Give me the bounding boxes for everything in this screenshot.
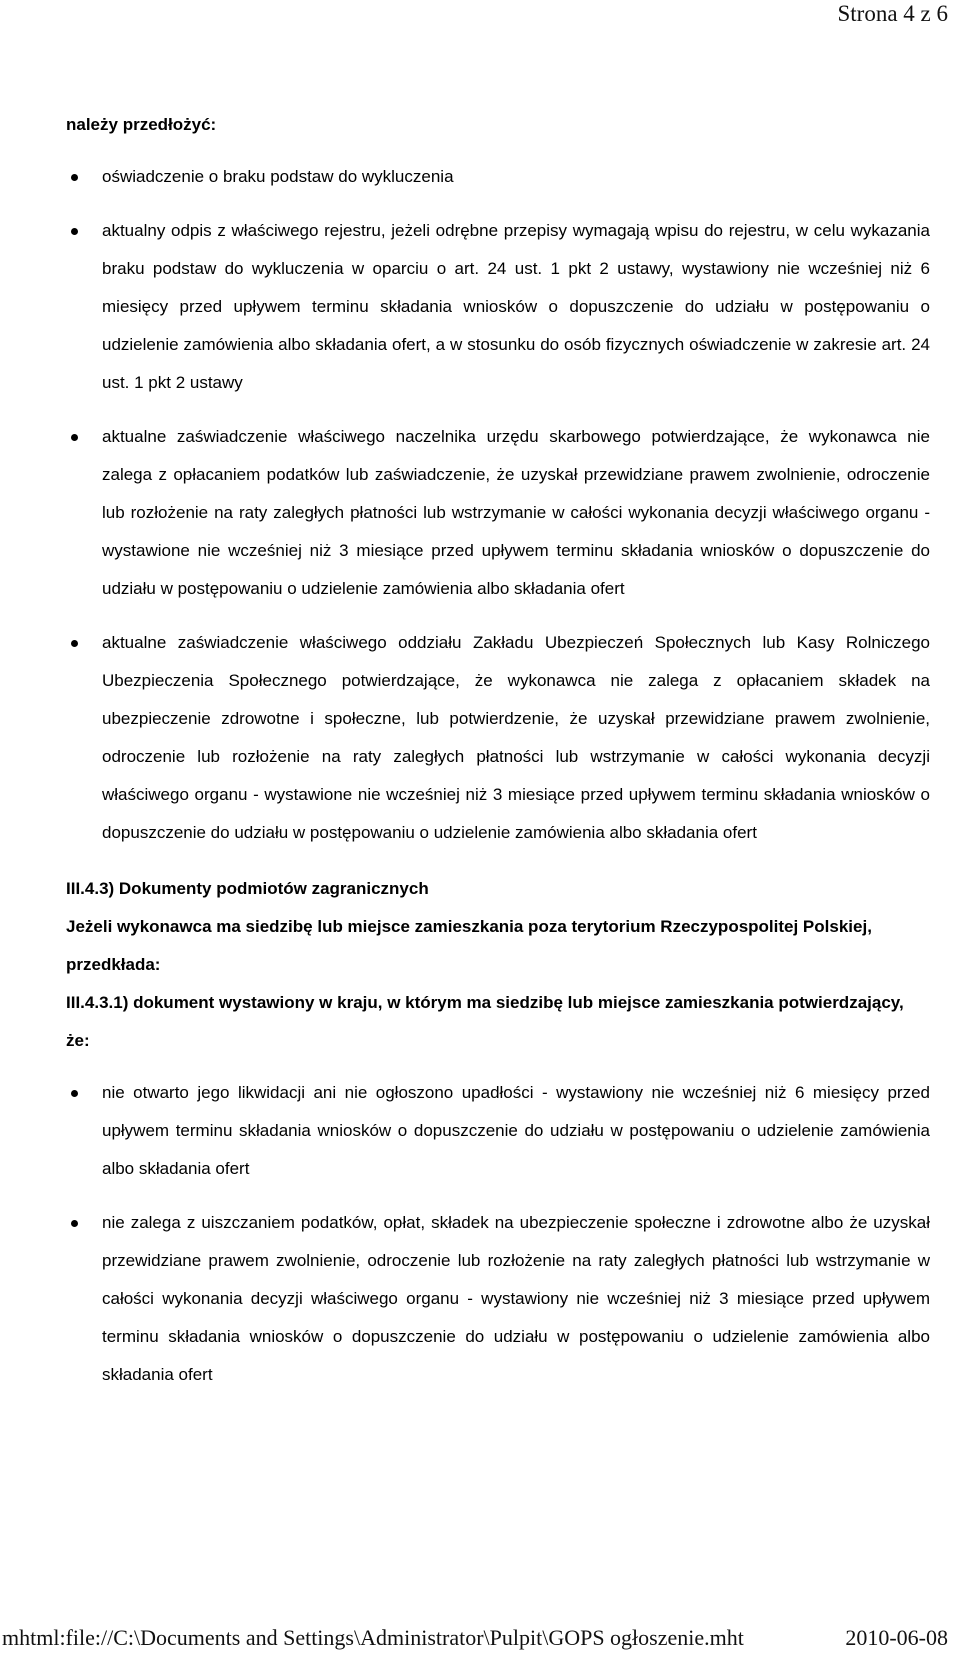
- page-footer: [0, 1622, 960, 1654]
- bullet-icon: [71, 174, 78, 181]
- list-item-text: nie zalega z uiszczaniem podatków, opłat, składek na ubezpieczenie społeczne i zdrowotne albo że uzyskał przewidziane prawem zwolnienie, odroczenie lub rozłożenie na raty zaległych płatności lub wstrzymanie w całości wykonania decyzji właściwego organu - wystawiony nie wcześniej niż 3 miesiące przed upływem terminu składania wniosków o dopuszczenie do udziału w postępowaniu o udzielenie zamówienia albo składania ofert: [102, 1213, 930, 1384]
- requirements-list: [66, 158, 930, 852]
- print-date: 2010-06-08: [845, 1625, 948, 1650]
- list-item: [66, 1074, 930, 1188]
- list-item-text: oświadczenie o braku podstaw do wykluczenia: [102, 167, 454, 186]
- list-item: [66, 158, 930, 196]
- list-item: [66, 624, 930, 852]
- section-subheading: Jeżeli wykonawca ma siedzibę lub miejsce zamieszkania poza terytorium Rzeczypospolitej Polskiej, przedkłada:: [66, 917, 872, 974]
- bullet-icon: [71, 1090, 78, 1097]
- bullet-icon: [71, 434, 78, 441]
- list-item-text: aktualny odpis z właściwego rejestru, jeżeli odrębne przepisy wymagają wpisu do rejestru, w celu wykazania braku podstaw do wykluczenia w oparciu o art. 24 ust. 1 pkt 2 ustawy, wystawiony nie wcześniej niż 6 miesięcy przed upływem terminu składania wniosków o dopuszczenie do udziału w postępowaniu o udzielenie zamówienia albo składania ofert, a w stosunku do osób fizycznych oświadczenie w zakresie art. 24 ust. 1 pkt 2 ustawy: [102, 221, 930, 392]
- page-number: Strona 4 z 6: [837, 1, 948, 26]
- list-item: [66, 1204, 930, 1394]
- document-body: [66, 106, 930, 1394]
- foreign-requirements-list: [66, 1074, 930, 1394]
- list-item-text: aktualne zaświadczenie właściwego naczelnika urzędu skarbowego potwierdzające, że wykonawca nie zalega z opłacaniem podatków lub zaświadczenie, że uzyskał przewidziane prawem zwolnienie, odroczenie lub rozłożenie na raty zaległych płatności lub wstrzymanie w całości wykonania decyzji właściwego organu - wystawione nie wcześniej niż 3 miesiące przed upływem terminu składania wniosków o dopuszczenie do udziału w postępowaniu o udzielenie zamówienia albo składania ofert: [102, 427, 930, 598]
- list-item: [66, 212, 930, 402]
- file-path: mhtml:file://C:\Documents and Settings\Administrator\Pulpit\GOPS ogłoszenie.mht: [2, 1625, 744, 1650]
- bullet-icon: [71, 1220, 78, 1227]
- list-item: [66, 418, 930, 608]
- section-title-foreign-documents: III.4.3) Dokumenty podmiotów zagranicznych: [66, 879, 429, 898]
- bullet-icon: [71, 640, 78, 647]
- bullet-icon: [71, 228, 78, 235]
- subsection-heading: III.4.3.1) dokument wystawiony w kraju, w którym ma siedzibę lub miejsce zamieszkania potwierdzający, że:: [66, 993, 904, 1050]
- list-item-text: aktualne zaświadczenie właściwego oddziału Zakładu Ubezpieczeń Społecznych lub Kasy Rolniczego Ubezpieczenia Społecznego potwierdzające, że wykonawca nie zalega z opłacaniem składek na ubezpieczenie zdrowotne i społeczne, lub potwierdzenie, że uzyskał przewidziane prawem zwolnienie, odroczenie lub rozłożenie na raty zaległych płatności lub wstrzymanie w całości wykonania decyzji właściwego organu - wystawione nie wcześniej niż 3 miesiące przed upływem terminu składania wniosków o dopuszczenie do udziału w postępowaniu o udzielenie zamówienia albo składania ofert: [102, 633, 930, 842]
- list-item-text: nie otwarto jego likwidacji ani nie ogłoszono upadłości - wystawiony nie wcześniej niż 6 miesięcy przed upływem terminu składania wniosków o dopuszczenie do udziału w postępowaniu o udzielenie zamówienia albo składania ofert: [102, 1083, 930, 1178]
- section-heading: należy przedłożyć:: [66, 115, 217, 134]
